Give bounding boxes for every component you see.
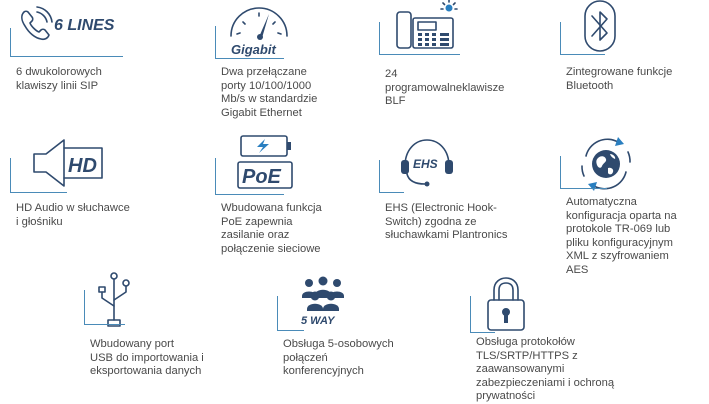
feature-ehs bbox=[379, 136, 549, 246]
feature-usb bbox=[84, 270, 254, 380]
feature-description: 24 programowalneklawisze BLF bbox=[385, 68, 505, 108]
feature-six-lines bbox=[10, 6, 200, 116]
feature-hd-audio bbox=[10, 136, 200, 236]
bracket-line bbox=[379, 160, 404, 193]
bracket-line bbox=[379, 22, 460, 55]
feature-description: 6 dwukolorowych klawiszy linii SIP bbox=[16, 66, 102, 92]
feature-blf-keys bbox=[379, 0, 539, 118]
feature-bluetooth bbox=[560, 0, 705, 100]
bracket-line bbox=[10, 28, 123, 57]
feature-description: EHS (Electronic Hook- Switch) zgodna ze słuchawkami Plantronics bbox=[385, 202, 508, 242]
feature-description: Obsługa 5-osobowych połączeń konferencyjnych bbox=[283, 338, 394, 378]
bracket-line bbox=[470, 296, 495, 333]
feature-gigabit bbox=[215, 4, 365, 124]
feature-auto-provisioning bbox=[560, 134, 705, 294]
bracket-line bbox=[560, 22, 605, 55]
feature-poe bbox=[215, 134, 365, 264]
feature-description: Wbudowany port USB do importowania i eksportowania danych bbox=[90, 338, 204, 378]
bracket-line bbox=[215, 158, 284, 195]
feature-description: Wbudowana funkcja PoE zapewnia zasilanie oraz połączenie sieciowe bbox=[221, 202, 322, 255]
feature-description: HD Audio w słuchawce i głośniku bbox=[16, 202, 130, 228]
feature-description: Dwa przełączane porty 10/100/1000 Mb/s w standardzie Gigabit Ethernet bbox=[221, 66, 318, 119]
feature-description: Automatyczna konfiguracja oparta na protokole TR-069 lub pliku konfiguracyjnym XML z szyfrowaniem AES bbox=[566, 196, 677, 276]
feature-security bbox=[470, 276, 670, 404]
bracket-line bbox=[10, 158, 67, 193]
icon-label: 5 WAY bbox=[301, 315, 335, 327]
bracket-line bbox=[215, 26, 284, 59]
feature-description: Zintegrowane funkcje Bluetooth bbox=[566, 66, 673, 92]
bracket-line bbox=[560, 156, 607, 189]
bracket-line bbox=[277, 296, 304, 331]
conference-icon bbox=[297, 276, 349, 326]
icon-label: PoE bbox=[242, 166, 281, 188]
ehs-headset-icon bbox=[397, 136, 457, 192]
icon-label: EHS bbox=[413, 157, 438, 171]
icon-label: 6 LINES bbox=[54, 17, 115, 34]
icon-label: Gigabit bbox=[231, 42, 276, 57]
feature-description: Obsługa protokołów TLS/SRTP/HTTPS z zaawansowanymi zabezpieczeniami i ochroną prywatności bbox=[476, 336, 615, 403]
icon-label: HD bbox=[68, 155, 97, 177]
feature-conference bbox=[277, 276, 437, 386]
bracket-line bbox=[84, 290, 125, 325]
